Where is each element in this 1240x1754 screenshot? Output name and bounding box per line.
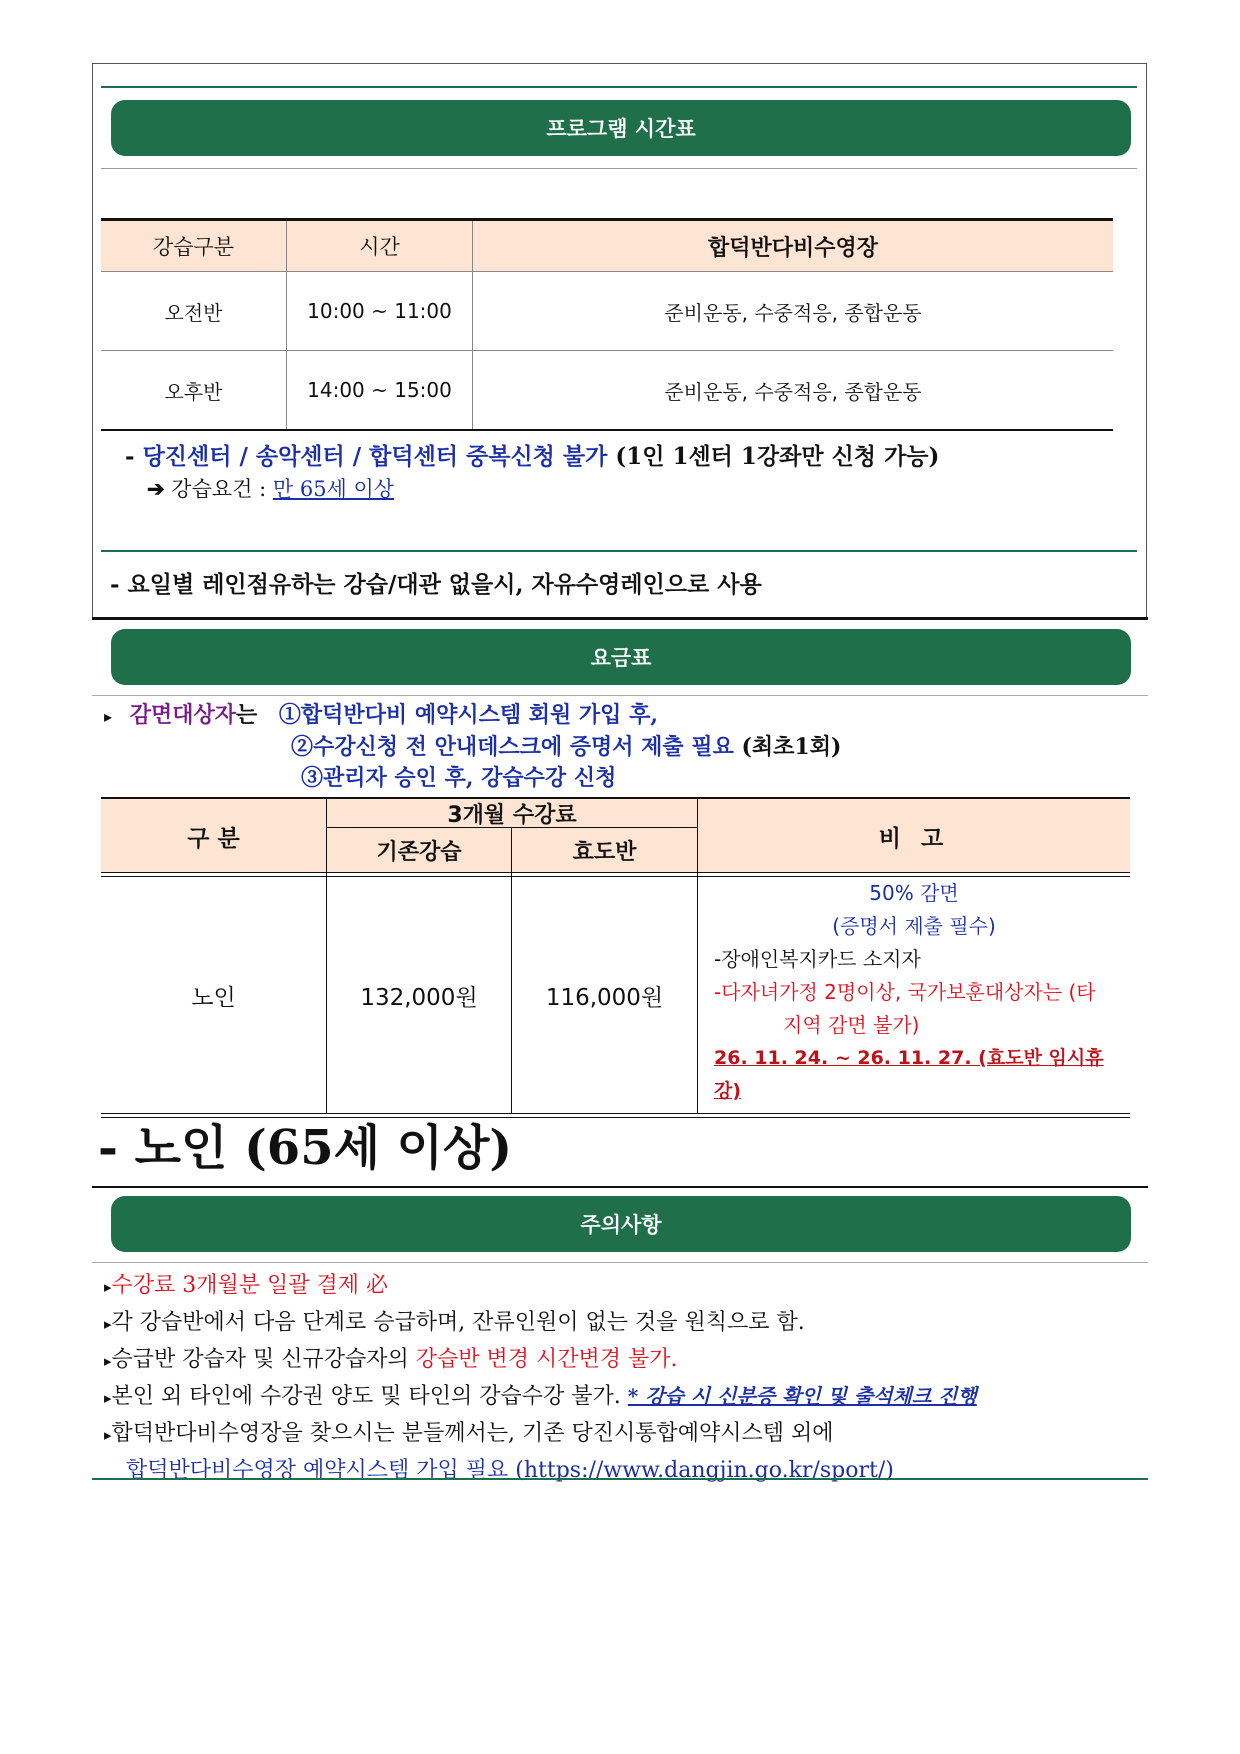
senior-age-note: - 노인 (65세 이상) — [98, 1120, 513, 1176]
caution-section-bottom-rule — [92, 1478, 1148, 1480]
table-row — [101, 272, 1113, 350]
caution-list — [104, 1268, 977, 1488]
fee-header-hyodo: 효도반 — [572, 840, 637, 865]
bullet-icon: ▸ — [104, 707, 113, 726]
remark-discount: 50% 감면 — [869, 881, 959, 905]
table-row — [101, 351, 1113, 429]
list-item: ▸승급반 강습자 및 신규강습자의 강습반 변경 시간변경 불가. — [104, 1347, 678, 1372]
bullet-icon: ▸ — [104, 1426, 112, 1444]
section1-bottom-rule — [92, 617, 1148, 620]
schedule-title-banner — [111, 100, 1131, 156]
list-item: ▸수강료 3개월분 일괄 결제 必 — [104, 1273, 389, 1298]
fee-table — [101, 797, 1130, 1117]
schedule-header-venue: 합덕반다비수영장 — [707, 235, 879, 261]
schedule-banner-underline — [101, 168, 1137, 169]
fee-header-category: 구 분 — [187, 825, 240, 852]
discount-step-2: ②수강신청 전 안내데스크에 증명서 제출 필요 — [291, 734, 734, 760]
schedule-header-time: 시간 — [359, 235, 400, 259]
remark-multichild-cont: 지역 감면 불가) — [783, 1013, 920, 1037]
fee-section-bottom-rule — [92, 1186, 1148, 1188]
frame-left — [92, 63, 93, 617]
fee-category-cell: 노인 — [191, 984, 236, 1011]
fee-hyodo-cell: 116,000원 — [545, 984, 664, 1011]
fee-header-remarks: 비 고 — [878, 825, 950, 852]
bullet-icon: ▸ — [104, 1352, 112, 1370]
bullet-icon: ▸ — [104, 1315, 112, 1333]
schedule-class-cell: 오전반 — [164, 300, 223, 325]
discount-step-1: ①합덕반다비 예약시스템 회원 가입 후, — [278, 702, 658, 728]
fee-header-regular: 기존강습 — [376, 840, 462, 865]
list-item: ▸각 강습반에서 다음 단계로 승급하며, 잔류인원이 없는 것을 원칙으로 함. — [104, 1310, 805, 1335]
caution-banner-underline — [92, 1262, 1148, 1263]
fee-title: 요금표 — [590, 646, 652, 670]
table-row — [101, 877, 1130, 1113]
fee-remarks-cell — [698, 877, 1130, 1113]
schedule-time-cell: 10:00 ~ 11:00 — [307, 299, 452, 323]
remark-disability: -장애인복지카드 소지자 — [714, 947, 921, 971]
bullet-icon: ▸ — [104, 1389, 112, 1407]
discount-step-3: ③관리자 승인 후, 강습수강 신청 — [301, 765, 617, 791]
schedule-note-duplicate: - 당진센터 / 송악센터 / 합덕센터 중복신청 불가 (1인 1센터 1강좌만 신청 가능) — [125, 443, 940, 470]
caution-title-banner — [111, 1196, 1131, 1252]
frame-right — [1146, 63, 1147, 617]
arrow-icon: ➔ — [147, 476, 165, 501]
bullet-icon: ▸ — [104, 1278, 112, 1296]
remark-proof: (증명서 제출 필수) — [832, 914, 996, 938]
fee-title-banner — [111, 629, 1131, 685]
schedule-class-cell: 오후반 — [164, 379, 223, 404]
list-item-continuation: 합덕반다비수영장 예약시스템 가입 필요 (https://www.dangjin.go.kr/sport/) — [126, 1458, 894, 1483]
schedule-time-cell: 14:00 ~ 15:00 — [307, 378, 452, 402]
fee-header-group: 3개월 수강료 — [447, 802, 577, 828]
schedule-content-cell: 준비운동, 수중적응, 종합운동 — [664, 300, 922, 325]
remark-closure: 26. 11. 24. ~ 26. 11. 27. (효도반 임시휴강) — [714, 1047, 1104, 1102]
schedule-content-cell: 준비운동, 수중적응, 종합운동 — [664, 379, 922, 404]
caution-title: 주의사항 — [580, 1213, 662, 1237]
section-top-rule — [101, 86, 1137, 88]
schedule-note-rule — [101, 550, 1137, 552]
schedule-header-class: 강습구분 — [152, 235, 235, 259]
list-item: ▸본인 외 타인에 수강권 양도 및 타인의 강습수강 불가. * 강습 시 신분증 확인 및 출석체크 진행 — [104, 1384, 977, 1409]
remark-multichild: -다자녀가정 2명이상, 국가보훈대상자는 (타 — [714, 980, 1096, 1004]
discount-eligibility: ▸ 감면대상자는 ①합덕반다비 예약시스템 회원 가입 후, ②수강신청 전 안내데스크에 증명서 제출 필요 (최초1회) ③관리자 승인 후, 강습수강 신청 — [104, 702, 842, 791]
frame-top — [92, 63, 1147, 64]
fee-regular-cell: 132,000원 — [360, 984, 478, 1011]
schedule-title: 프로그램 시간표 — [546, 117, 696, 141]
fee-banner-underline — [92, 695, 1148, 696]
lane-usage-note: - 요일별 레인점유하는 강습/대관 없을시, 자유수영레인으로 사용 — [110, 571, 762, 598]
schedule-note-requirement: ➔ 강습요건 : 만 65세 이상 — [147, 476, 395, 501]
list-item: ▸합덕반다비수영장을 찾으시는 분들께서는, 기존 당진시통합예약시스템 외에 — [104, 1421, 834, 1446]
